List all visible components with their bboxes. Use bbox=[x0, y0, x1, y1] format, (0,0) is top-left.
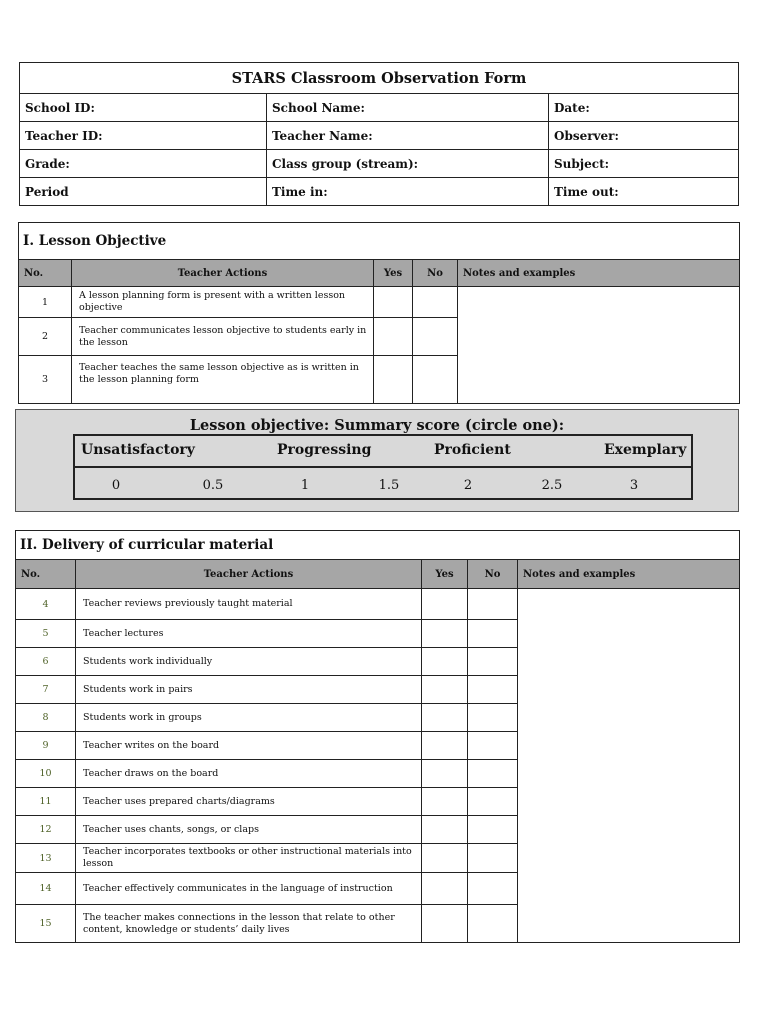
col-header-no-answer: No bbox=[468, 560, 518, 589]
yes-cell[interactable] bbox=[422, 648, 468, 676]
item-text: The teacher makes connections in the lesson that relate to other content, knowledge or students’ daily lives bbox=[76, 905, 422, 943]
subject-field[interactable]: Subject: bbox=[549, 150, 739, 178]
item-number: 6 bbox=[16, 648, 76, 676]
section-title: II. Delivery of curricular material bbox=[16, 531, 740, 560]
score-levels bbox=[75, 436, 691, 468]
score-option[interactable]: 1.5 bbox=[378, 478, 400, 493]
yes-cell[interactable] bbox=[422, 620, 468, 648]
yes-cell[interactable] bbox=[422, 873, 468, 905]
item-number: 12 bbox=[16, 816, 76, 844]
school-id-field[interactable]: School ID: bbox=[20, 94, 267, 122]
item-number: 13 bbox=[16, 844, 76, 873]
yes-cell[interactable] bbox=[374, 318, 413, 356]
score-option[interactable]: 1 bbox=[300, 478, 310, 493]
teacher-id-field[interactable]: Teacher ID: bbox=[20, 122, 267, 150]
yes-cell[interactable] bbox=[422, 589, 468, 620]
item-number: 14 bbox=[16, 873, 76, 905]
col-header-no: No. bbox=[16, 560, 76, 589]
score-option[interactable]: 2.5 bbox=[541, 478, 563, 493]
no-cell[interactable] bbox=[468, 844, 518, 873]
no-cell[interactable] bbox=[468, 905, 518, 943]
summary-score-panel bbox=[15, 409, 739, 512]
yes-cell[interactable] bbox=[422, 816, 468, 844]
no-cell[interactable] bbox=[468, 873, 518, 905]
item-text: Teacher writes on the board bbox=[76, 732, 422, 760]
date-field[interactable]: Date: bbox=[549, 94, 739, 122]
col-header-no-answer: No bbox=[413, 260, 458, 287]
col-header-yes: Yes bbox=[422, 560, 468, 589]
table-row bbox=[19, 287, 740, 318]
observer-field[interactable]: Observer: bbox=[549, 122, 739, 150]
score-option[interactable]: 2 bbox=[463, 478, 473, 493]
no-cell[interactable] bbox=[468, 620, 518, 648]
col-header-teacher-actions: Teacher Actions bbox=[72, 260, 374, 287]
score-scale bbox=[73, 434, 693, 500]
no-cell[interactable] bbox=[468, 648, 518, 676]
notes-cell[interactable] bbox=[518, 589, 740, 943]
notes-cell[interactable] bbox=[458, 287, 740, 404]
level-progressing: Progressing bbox=[277, 442, 372, 458]
no-cell[interactable] bbox=[413, 318, 458, 356]
yes-cell[interactable] bbox=[422, 760, 468, 788]
table-row bbox=[16, 589, 740, 620]
item-number: 5 bbox=[16, 620, 76, 648]
col-header-teacher-actions: Teacher Actions bbox=[76, 560, 422, 589]
score-option[interactable]: 3 bbox=[629, 478, 639, 493]
yes-cell[interactable] bbox=[422, 844, 468, 873]
no-cell[interactable] bbox=[468, 788, 518, 816]
item-text: Students work in pairs bbox=[76, 676, 422, 704]
col-header-notes: Notes and examples bbox=[458, 260, 740, 287]
item-number: 10 bbox=[16, 760, 76, 788]
section-title: I. Lesson Objective bbox=[19, 223, 740, 260]
col-header-yes: Yes bbox=[374, 260, 413, 287]
item-number: 9 bbox=[16, 732, 76, 760]
curricular-delivery-table bbox=[15, 530, 740, 943]
yes-cell[interactable] bbox=[374, 356, 413, 404]
item-number: 11 bbox=[16, 788, 76, 816]
level-unsatisfactory: Unsatisfactory bbox=[81, 442, 195, 458]
col-header-notes: Notes and examples bbox=[518, 560, 740, 589]
item-number: 8 bbox=[16, 704, 76, 732]
period-field[interactable]: Period bbox=[20, 178, 267, 206]
no-cell[interactable] bbox=[468, 589, 518, 620]
item-text: Teacher draws on the board bbox=[76, 760, 422, 788]
item-text: Teacher uses prepared charts/diagrams bbox=[76, 788, 422, 816]
no-cell[interactable] bbox=[468, 732, 518, 760]
item-text: Teacher uses chants, songs, or claps bbox=[76, 816, 422, 844]
form-title: STARS Classroom Observation Form bbox=[20, 63, 739, 94]
score-option[interactable]: 0 bbox=[111, 478, 121, 493]
time-out-field[interactable]: Time out: bbox=[549, 178, 739, 206]
no-cell[interactable] bbox=[413, 287, 458, 318]
item-number: 4 bbox=[16, 589, 76, 620]
item-number: 1 bbox=[19, 287, 72, 318]
school-name-field[interactable]: School Name: bbox=[267, 94, 549, 122]
yes-cell[interactable] bbox=[422, 704, 468, 732]
item-text: Teacher incorporates textbooks or other instructional materials into lesson bbox=[76, 844, 422, 873]
yes-cell[interactable] bbox=[422, 732, 468, 760]
lesson-objective-table bbox=[18, 222, 740, 404]
item-text: Teacher communicates lesson objective to students early in the lesson bbox=[72, 318, 374, 356]
col-header-no: No. bbox=[19, 260, 72, 287]
yes-cell[interactable] bbox=[422, 905, 468, 943]
score-values bbox=[75, 468, 691, 500]
no-cell[interactable] bbox=[468, 676, 518, 704]
level-exemplary: Exemplary bbox=[604, 442, 687, 458]
item-text: A lesson planning form is present with a written lesson objective bbox=[72, 287, 374, 318]
item-text: Teacher effectively communicates in the language of instruction bbox=[76, 873, 422, 905]
score-option[interactable]: 0.5 bbox=[202, 478, 224, 493]
item-number: 2 bbox=[19, 318, 72, 356]
no-cell[interactable] bbox=[468, 704, 518, 732]
time-in-field[interactable]: Time in: bbox=[267, 178, 549, 206]
no-cell[interactable] bbox=[413, 356, 458, 404]
item-number: 3 bbox=[19, 356, 72, 404]
form-header-table bbox=[19, 62, 739, 206]
item-text: Teacher lectures bbox=[76, 620, 422, 648]
class-group-field[interactable]: Class group (stream): bbox=[267, 150, 549, 178]
no-cell[interactable] bbox=[468, 760, 518, 788]
yes-cell[interactable] bbox=[422, 788, 468, 816]
summary-title: Lesson objective: Summary score (circle one): bbox=[189, 417, 565, 434]
item-text: Students work individually bbox=[76, 648, 422, 676]
yes-cell[interactable] bbox=[422, 676, 468, 704]
item-number: 7 bbox=[16, 676, 76, 704]
level-proficient: Proficient bbox=[434, 442, 511, 458]
item-text: Teacher reviews previously taught material bbox=[76, 589, 422, 620]
yes-cell[interactable] bbox=[374, 287, 413, 318]
teacher-name-field[interactable]: Teacher Name: bbox=[267, 122, 549, 150]
item-text: Teacher teaches the same lesson objective as is written in the lesson planning form bbox=[72, 356, 374, 404]
no-cell[interactable] bbox=[468, 816, 518, 844]
grade-field[interactable]: Grade: bbox=[20, 150, 267, 178]
item-number: 15 bbox=[16, 905, 76, 943]
item-text: Students work in groups bbox=[76, 704, 422, 732]
